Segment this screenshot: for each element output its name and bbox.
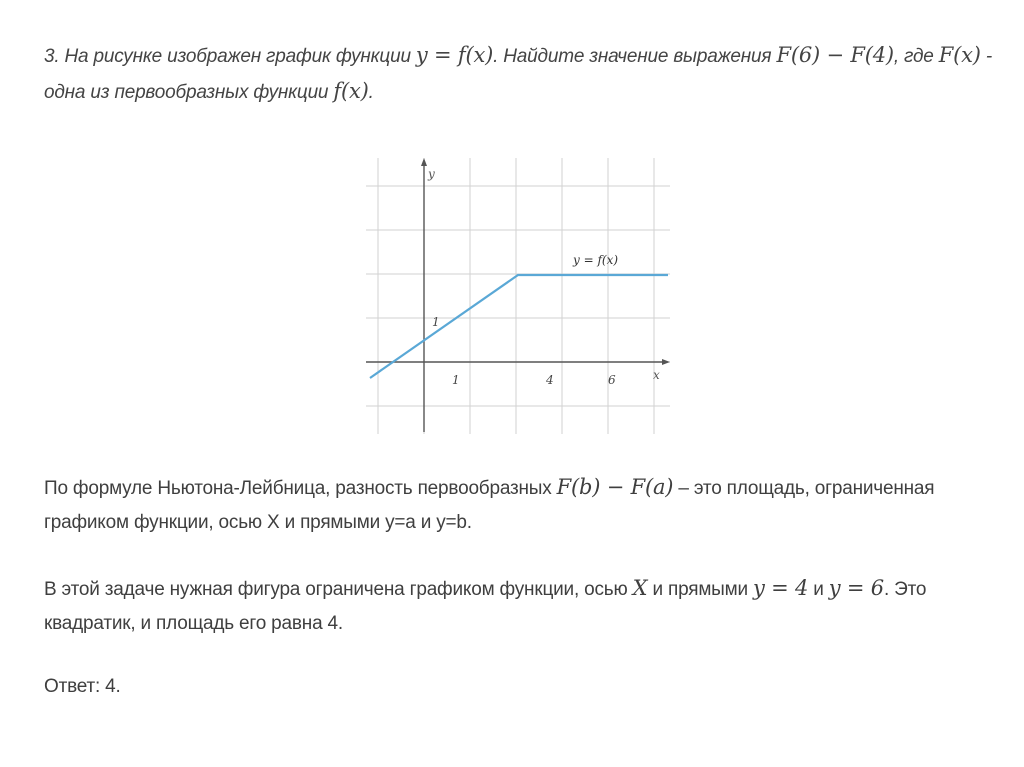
formula-x-axis: X xyxy=(632,576,648,600)
problem-text-4: - одна из первообразных функции xyxy=(44,46,992,103)
solution-text-3: В этой задаче нужная фигура ограничена графиком функции, осью xyxy=(44,579,628,600)
answer-text: Ответ: 4. xyxy=(44,676,121,697)
formula-y-equals-6: y = 6 xyxy=(828,576,884,600)
formula-fb-minus-fa: F(b) − F(a) xyxy=(556,475,674,499)
solution-text-4: и прямыми xyxy=(652,579,748,600)
problem-text-1: 3. На рисунке изображен график функции xyxy=(44,46,411,67)
formula-y-equals-f-x: y = f(x) xyxy=(415,43,494,67)
problem-text-5: . xyxy=(368,82,374,103)
x-tick-label-6: 6 xyxy=(608,373,616,387)
solution-paragraph-2 xyxy=(44,571,1004,641)
y-axis-label: y xyxy=(428,167,435,181)
problem-text-3: , где xyxy=(893,46,934,67)
answer-line xyxy=(44,670,1004,704)
curve-label: y = f(x) xyxy=(573,253,619,267)
x-tick-label-1: 1 xyxy=(452,373,460,387)
graph-grid xyxy=(366,158,670,434)
formula-y-equals-4: y = 4 xyxy=(753,576,809,600)
solution-text-5: и xyxy=(813,579,824,600)
x-axis-arrow xyxy=(662,359,670,365)
solution-text-1: По формуле Ньютона-Лейбница, разность первообразных xyxy=(44,478,552,499)
formula-f6-minus-f4: F(6) − F(4) xyxy=(776,43,894,67)
y-axis-arrow xyxy=(421,158,427,166)
solution-text-6: . Это квадратик, и площадь его равна 4. xyxy=(44,579,927,634)
formula-f-x: f(x) xyxy=(333,79,369,103)
y-tick-label-1: 1 xyxy=(432,315,440,329)
problem-statement xyxy=(44,38,1004,110)
x-tick-label-4: 4 xyxy=(546,373,554,387)
solution-paragraph-1 xyxy=(44,470,1004,540)
solution-text-2: – это площадь, ограниченная графиком функции, осью X и прямыми y=a и y=b. xyxy=(44,478,935,533)
problem-text-2: . Найдите значение выражения xyxy=(493,46,772,67)
formula-capital-f-x: F(x) xyxy=(938,43,981,67)
x-axis-label: x xyxy=(653,368,660,382)
function-graph xyxy=(366,158,676,438)
